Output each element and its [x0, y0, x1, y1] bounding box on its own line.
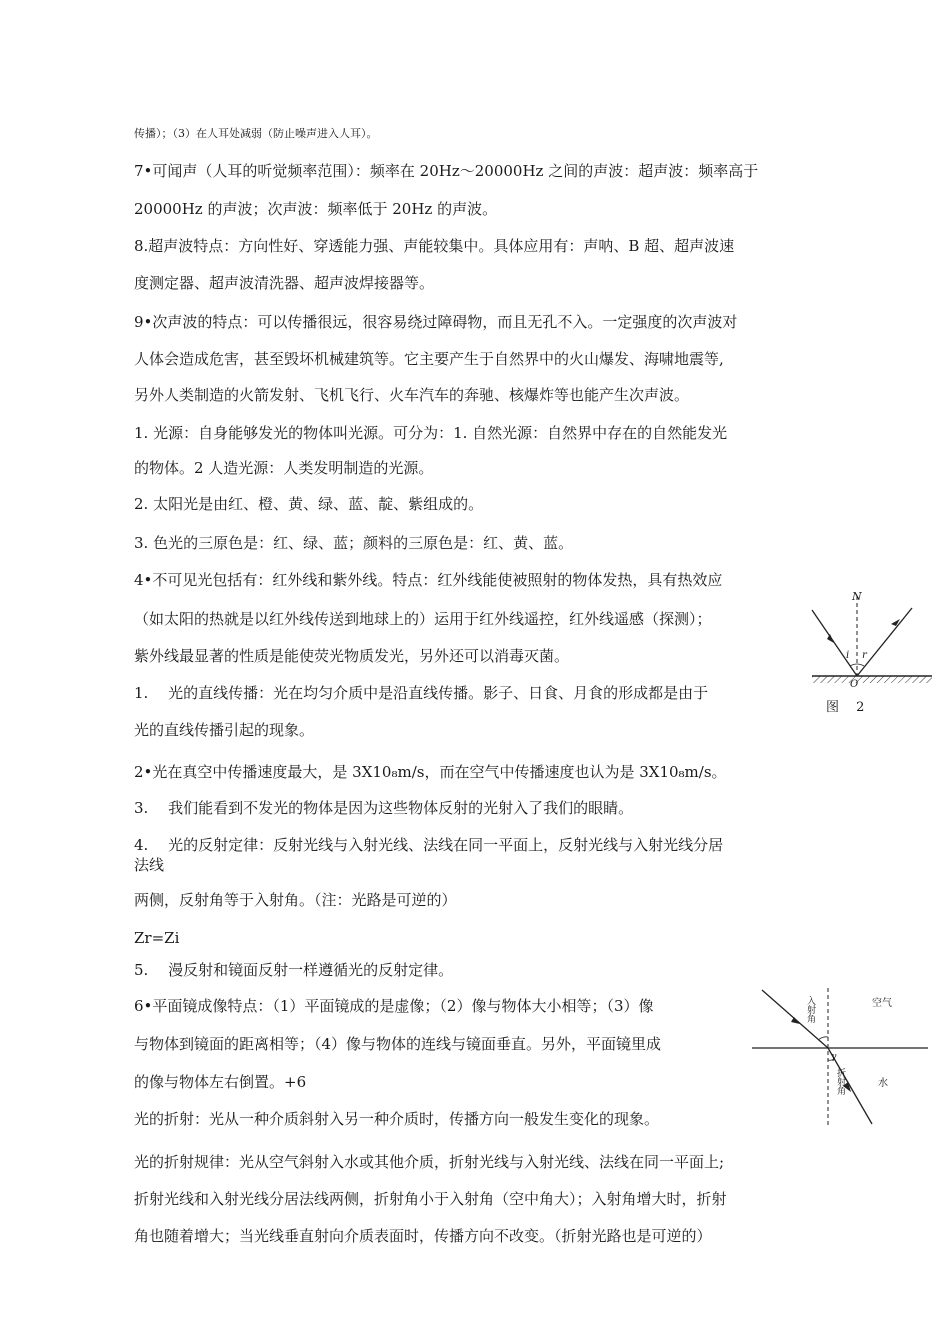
water-label: 水	[878, 1078, 888, 1089]
text-line: 8.超声波特点：方向性好、穿透能力强、声能较集中。具体应用有：声呐、B 超、超声波速	[134, 237, 735, 255]
text-line: 度测定器、超声波清洗器、超声波焊接器等。	[134, 274, 435, 292]
text-line: 的像与物体左右倒置。+6	[134, 1073, 307, 1091]
text-line: Zr=Zi	[134, 929, 180, 947]
text-line: 7•可闻声（人耳的听觉频率范围）：频率在 20Hz～20000Hz 之间的声波：超声波：频率高于	[134, 162, 759, 180]
text-line: 光的折射：光从一种介质斜射入另一种介质时，传播方向一般发生变化的现象。	[134, 1110, 660, 1128]
text-line: 的物体。2 人造光源：人类发明制造的光源。	[134, 459, 434, 477]
text-line: 2. 太阳光是由红、橙、黄、绿、蓝、靛、紫组成的。	[134, 495, 484, 513]
text-line: 4•不可见光包括有：红外线和紫外线。特点：红外线能使被照射的物体发热，具有热效应	[134, 571, 723, 589]
origin-label: O	[850, 679, 859, 690]
text-line: 角也随着增大；当光线垂直射向介质表面时，传播方向不改变。（折射光路也是可逆的）	[134, 1227, 712, 1245]
refraction-figure	[752, 982, 932, 1130]
gamma-label: γ	[831, 1052, 837, 1062]
incident-angle-label: i	[846, 650, 850, 661]
text-line: 紫外线最显著的性质是能使荧光物质发光，另外还可以消毒灭菌。	[134, 647, 570, 665]
reflected-angle-label: r	[862, 650, 867, 661]
text-line: 另外人类制造的火箭发射、飞机飞行、火车汽车的奔驰、核爆炸等也能产生次声波。	[134, 386, 690, 404]
text-line: 两侧，反射角等于入射角。（注：光路是可逆的）	[134, 891, 457, 909]
text-line: 传播）；（3）在人耳处减弱（防止噪声进入人耳）。	[134, 127, 378, 140]
text-line: 5. 漫反射和镜面反射一样遵循光的反射定律。	[134, 961, 454, 979]
text-line: 3. 我们能看到不发光的物体是因为这些物体反射的光射入了我们的眼睛。	[134, 799, 634, 817]
normal-label: N	[852, 590, 862, 603]
text-line: 6•平面镜成像特点：（1）平面镜成的是虚像；（2）像与物体大小相等；（3）像	[134, 997, 654, 1015]
figure-caption: 图 2	[826, 700, 865, 715]
incident-arrow	[791, 1017, 800, 1024]
text-line: 3. 色光的三原色是：红、绿、蓝；颜料的三原色是：红、黄、蓝。	[134, 534, 574, 552]
reflected-ray	[857, 608, 912, 676]
text-line: 光的折射规律：光从空气斜射入水或其他介质，折射光线与入射光线、法线在同一平面上;	[134, 1153, 725, 1171]
incident-arrow	[827, 634, 834, 643]
text-line: 4. 光的反射定律：反射光线与入射光线、法线在同一平面上，反射光线与入射光线分居	[134, 836, 724, 854]
text-line: 1. 光的直线传播：光在均匀介质中是沿直线传播。影子、日食、月食的形成都是由于	[134, 684, 709, 702]
text-line: 人体会造成危害，甚至毁坏机械建筑等。它主要产生于自然界中的火山爆发、海啸地震等,	[134, 350, 724, 368]
incident-angle-arc	[818, 1037, 828, 1040]
text-line: 光的直线传播引起的现象。	[134, 721, 315, 739]
text-line: 与物体到镜面的距离相等；（4）像与物体的连线与镜面垂直。另外，平面镜里成	[134, 1035, 662, 1053]
refraction-angle-label: 折射角	[835, 1068, 845, 1095]
angle-arc	[850, 664, 864, 666]
text-line: 20000Hz 的声波；次声波：频率低于 20Hz 的声波。	[134, 200, 498, 218]
incident-angle-label: 入射角	[805, 996, 815, 1023]
reflection-figure	[800, 590, 940, 720]
text-line: （如太阳的热就是以红外线传送到地球上的）运用于红外线遥控，红外线遥感（探测）；	[134, 610, 712, 628]
text-line: 折射光线和入射光线分居法线两侧，折射角小于入射角（空中角大）；入射角增大时，折射	[134, 1190, 727, 1208]
mirror-hatch	[812, 676, 932, 683]
text-line: 1. 光源：自身能够发光的物体叫光源。可分为：1. 自然光源：自然界中存在的自然能发光	[134, 424, 728, 442]
text-line: 9•次声波的特点：可以传播很远，很容易绕过障碍物，而且无孔不入。一定强度的次声波对	[134, 313, 738, 331]
air-label: 空气	[872, 998, 892, 1009]
text-line: 2•光在真空中传播速度最大，是 3X10₈m/s，而在空气中传播速度也认为是 3X10₈m/s。	[134, 763, 727, 781]
text-line: 法线	[134, 856, 165, 874]
